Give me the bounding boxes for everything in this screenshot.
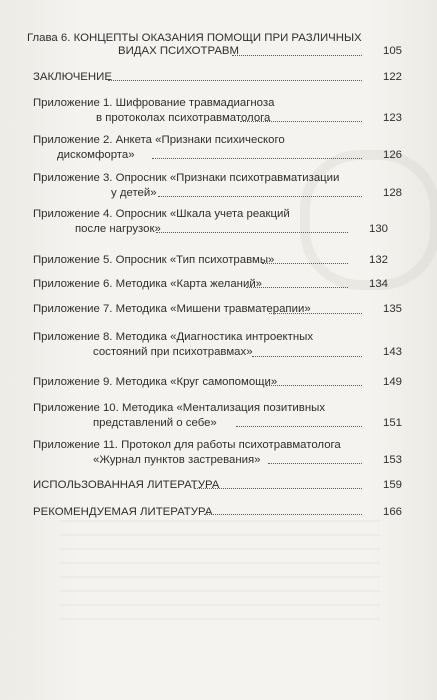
toc-entry-title: Приложение 6. Методика «Карта желаний» bbox=[33, 278, 263, 290]
toc-entry-title: Приложение 2. Анкета «Признаки психического bbox=[33, 134, 285, 146]
dot-leader bbox=[240, 121, 362, 122]
dot-leader bbox=[252, 356, 362, 357]
toc-entry-title-continued: в протоколах психотравматолога bbox=[96, 112, 271, 124]
toc-entry-title-continued: состояний при психотравмах» bbox=[93, 346, 253, 358]
dot-leader bbox=[194, 488, 362, 489]
dot-leader bbox=[152, 158, 362, 159]
toc-entry-title: Приложение 4. Опросник «Шкала учета реакций bbox=[33, 208, 290, 220]
dot-leader bbox=[236, 426, 362, 427]
toc-entry-title: Приложение 10. Методика «Ментализация позитивных bbox=[33, 402, 326, 414]
dot-leader bbox=[204, 514, 362, 515]
toc-page-number: 134 bbox=[368, 278, 388, 290]
toc-entry-title-continued: после нагрузок» bbox=[75, 223, 161, 235]
toc-entry-title: Приложение 3. Опросник «Признаки психотравматизации bbox=[33, 172, 340, 184]
toc-entry-title-continued: дискомфорта» bbox=[57, 149, 135, 161]
toc-entry-title: Приложение 8. Методика «Диагностика интроектных bbox=[33, 331, 314, 343]
toc-entry-title: ИСПОЛЬЗОВАННАЯ ЛИТЕРАТУРА bbox=[33, 479, 220, 491]
toc-page-number: 122 bbox=[382, 71, 402, 83]
toc-page-number: 151 bbox=[382, 417, 402, 429]
toc-page-number: 135 bbox=[382, 303, 402, 315]
dot-leader bbox=[232, 55, 362, 56]
toc-page-number: 105 bbox=[382, 45, 402, 57]
toc-entry-title: Приложение 5. Опросник «Тип психотравмы» bbox=[33, 254, 275, 266]
dot-leader bbox=[268, 463, 362, 464]
dot-leader bbox=[269, 313, 362, 314]
toc-page-number: 153 bbox=[382, 454, 402, 466]
toc-entry-title: Глава 6. КОНЦЕПТЫ ОКАЗАНИЯ ПОМОЩИ ПРИ РАЗЛИЧНЫХ bbox=[27, 32, 362, 44]
toc-entry-title-continued: у детей» bbox=[111, 187, 157, 199]
toc-entry-title: РЕКОМЕНДУЕМАЯ ЛИТЕРАТУРА bbox=[33, 506, 213, 518]
toc-entry-title: Приложение 11. Протокол для работы психотравматолога bbox=[33, 439, 341, 451]
toc-page-number: 166 bbox=[382, 506, 402, 518]
toc-page-number: 159 bbox=[382, 479, 402, 491]
toc-entry-title: Приложение 1. Шифрование травмадиагноза bbox=[33, 97, 275, 109]
toc-page-number: 126 bbox=[382, 149, 402, 161]
toc-page-number: 130 bbox=[368, 223, 388, 235]
dot-leader bbox=[262, 263, 348, 264]
dot-leader bbox=[156, 232, 348, 233]
toc-page-number: 128 bbox=[382, 187, 402, 199]
dot-leader bbox=[158, 196, 362, 197]
toc-entry-title-continued: представлений о себе» bbox=[93, 417, 217, 429]
toc-entry-title-continued: «Журнал пунктов застревания» bbox=[93, 454, 261, 466]
toc-page-number: 123 bbox=[382, 112, 402, 124]
dot-leader bbox=[108, 80, 362, 81]
toc-entry-title: ЗАКЛЮЧЕНИЕ bbox=[33, 71, 112, 83]
toc-page-number: 132 bbox=[368, 254, 388, 266]
toc-entry-title-continued: ВИДАХ ПСИХОТРАВМ bbox=[118, 45, 240, 57]
dot-leader bbox=[266, 385, 362, 386]
toc-entry-title: Приложение 9. Методика «Круг самопомощи» bbox=[33, 376, 278, 388]
toc-page-number: 143 bbox=[382, 346, 402, 358]
toc-entry-title: Приложение 7. Методика «Мишени травматерапии» bbox=[33, 303, 311, 315]
dot-leader bbox=[246, 287, 348, 288]
toc-page-number: 149 bbox=[382, 376, 402, 388]
